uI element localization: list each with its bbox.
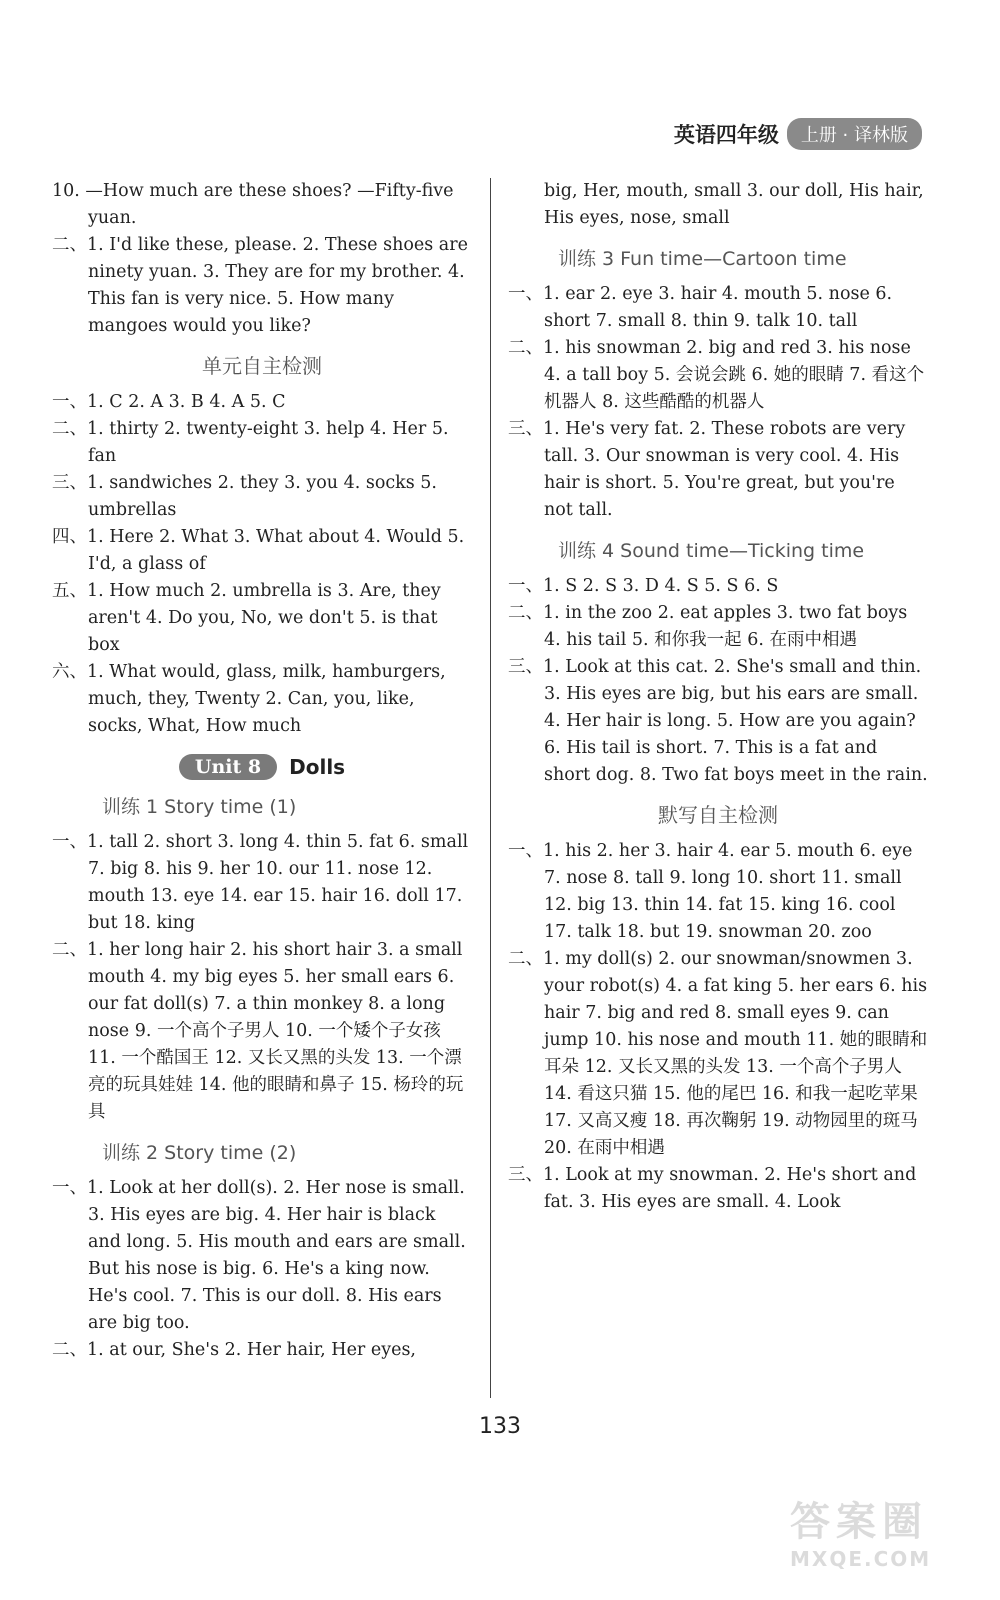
answer-line: 一、1. S 2. S 3. D 4. S 5. S 6. S: [508, 576, 779, 596]
section-title: 默写自主检测: [658, 803, 778, 827]
watermark-url: MXQE.COM: [790, 1547, 932, 1571]
answer-line: 三、1. Look at this cat. 2. She's small and thin. 3. His eyes are big, but his ears are small. 4. Her hair is long. 5. How are you again? 6. His tail is short. 7. This is a fat and short dog. 8. Two fat boys meet in the rain.: [508, 657, 928, 785]
answer-line: 四、1. Here 2. What 3. What about 4. Would 5. I'd, a glass of: [52, 527, 465, 574]
unit-label: Unit 8: [179, 754, 277, 780]
watermark-text: 答案圈: [790, 1499, 928, 1545]
answer-line: 六、1. What would, glass, milk, hamburgers, much, they, Twenty 2. Can, you, like, socks, What, How much: [52, 662, 446, 736]
left-column: [52, 178, 472, 1364]
edition-badge: 上册 · 译林版: [787, 118, 922, 150]
answer-line: big, Her, mouth, small 3. our doll, His hair, His eyes, nose, small: [544, 181, 924, 228]
answer-line: 一、1. his 2. her 3. hair 4. ear 5. mouth 6. eye 7. nose 8. tall 9. long 10. short 11. small 12. big 13. thin 14. fat 15. king 16. cool 17. talk 18. but 19. snowman 20. zoo: [508, 841, 913, 942]
answer-line: 五、1. How much 2. umbrella is 3. Are, they aren't 4. Do you, No, we don't 5. is that box: [52, 581, 441, 655]
watermark-logo: [790, 1490, 970, 1570]
book-subject: 英语四年级: [673, 123, 779, 147]
answer-line: 一、1. ear 2. eye 3. hair 4. mouth 5. nose 6. short 7. small 8. thin 9. talk 10. tall: [508, 284, 893, 331]
page-header: [674, 118, 922, 150]
answer-line: 二、1. my doll(s) 2. our snowman/snowmen 3. your robot(s) 4. a fat king 5. her ears 6. his hair 7. big and red 8. small eyes 9. can jump 10. his nose and mouth 11. 她的眼睛和耳朵 12. 又长又黑的头发 13. 一个高个子男人 14. 看这只猫 15. 他的尾巴 16. 和我一起吃苹果 17. 又高又瘦 18. 再次鞠躬 19. 动物园里的斑马 20. 在雨中相遇: [508, 949, 928, 1158]
answer-line: 10. —How much are these shoes? —Fifty-five yuan.: [52, 181, 454, 228]
answer-line: 二、1. her long hair 2. his short hair 3. a small mouth 4. my big eyes 5. her small ears 6. our fat doll(s) 7. a thin monkey 8. a long nose 9. 一个高个子男人 10. 一个矮个子女孩 11. 一个酷国王 12. 又长又黑的头发 13. 一个漂亮的玩具娃娃 14. 他的眼睛和鼻子 15. 杨玲的玩具: [52, 940, 464, 1122]
training-title: 训练 1 Story time (1): [102, 796, 297, 818]
right-column: [508, 178, 928, 1216]
training-title: 训练 4 Sound time—Ticking time: [558, 540, 865, 562]
training-title: 训练 3 Fun time—Cartoon time: [558, 248, 847, 270]
page-number: 133: [479, 1414, 521, 1439]
answer-line: 一、1. C 2. A 3. B 4. A 5. C: [52, 392, 286, 412]
answer-line: 一、1. Look at her doll(s). 2. Her nose is small. 3. His eyes are big. 4. Her hair is black and long. 5. His mouth and ears are small. But his nose is big. 6. He's a king now. He's cool. 7. This is our doll. 8. His ears are big too.: [52, 1178, 466, 1333]
answer-line: 三、1. Look at my snowman. 2. He's short and fat. 3. His eyes are small. 4. Look: [508, 1165, 917, 1212]
answer-line: 二、1. his snowman 2. big and red 3. his nose 4. a tall boy 5. 会说会跳 6. 她的眼睛 7. 看这个机器人 8. 这些酷酷的机器人: [508, 338, 925, 412]
training-title: 训练 2 Story time (2): [102, 1142, 297, 1164]
answer-line: 三、1. He's very fat. 2. These robots are very tall. 3. Our snowman is very cool. 4. His hair is short. 5. You're great, but you're not tall.: [508, 419, 906, 520]
answer-line: 二、1. at our, She's 2. Her hair, Her eyes,: [52, 1340, 416, 1360]
answer-line: 二、1. I'd like these, please. 2. These shoes are ninety yuan. 3. They are for my brother. 4. This fan is very nice. 5. How many mangoes would you like?: [52, 235, 468, 336]
unit-heading: [52, 754, 472, 780]
section-title: 单元自主检测: [202, 354, 322, 378]
answer-line: 三、1. sandwiches 2. they 3. you 4. socks 5. umbrellas: [52, 473, 437, 520]
answer-line: 二、1. thirty 2. twenty-eight 3. help 4. Her 5. fan: [52, 419, 449, 466]
answer-line: 二、1. in the zoo 2. eat apples 3. two fat boys 4. his tail 5. 和你我一起 6. 在雨中相遇: [508, 603, 908, 650]
answer-line: 一、1. tall 2. short 3. long 4. thin 5. fat 6. small 7. big 8. his 9. her 10. our 11. nose 12. mouth 13. eye 14. ear 15. hair 16. doll 17. but 18. king: [52, 832, 469, 933]
unit-name: Dolls: [289, 755, 346, 779]
column-divider: [490, 178, 491, 1398]
